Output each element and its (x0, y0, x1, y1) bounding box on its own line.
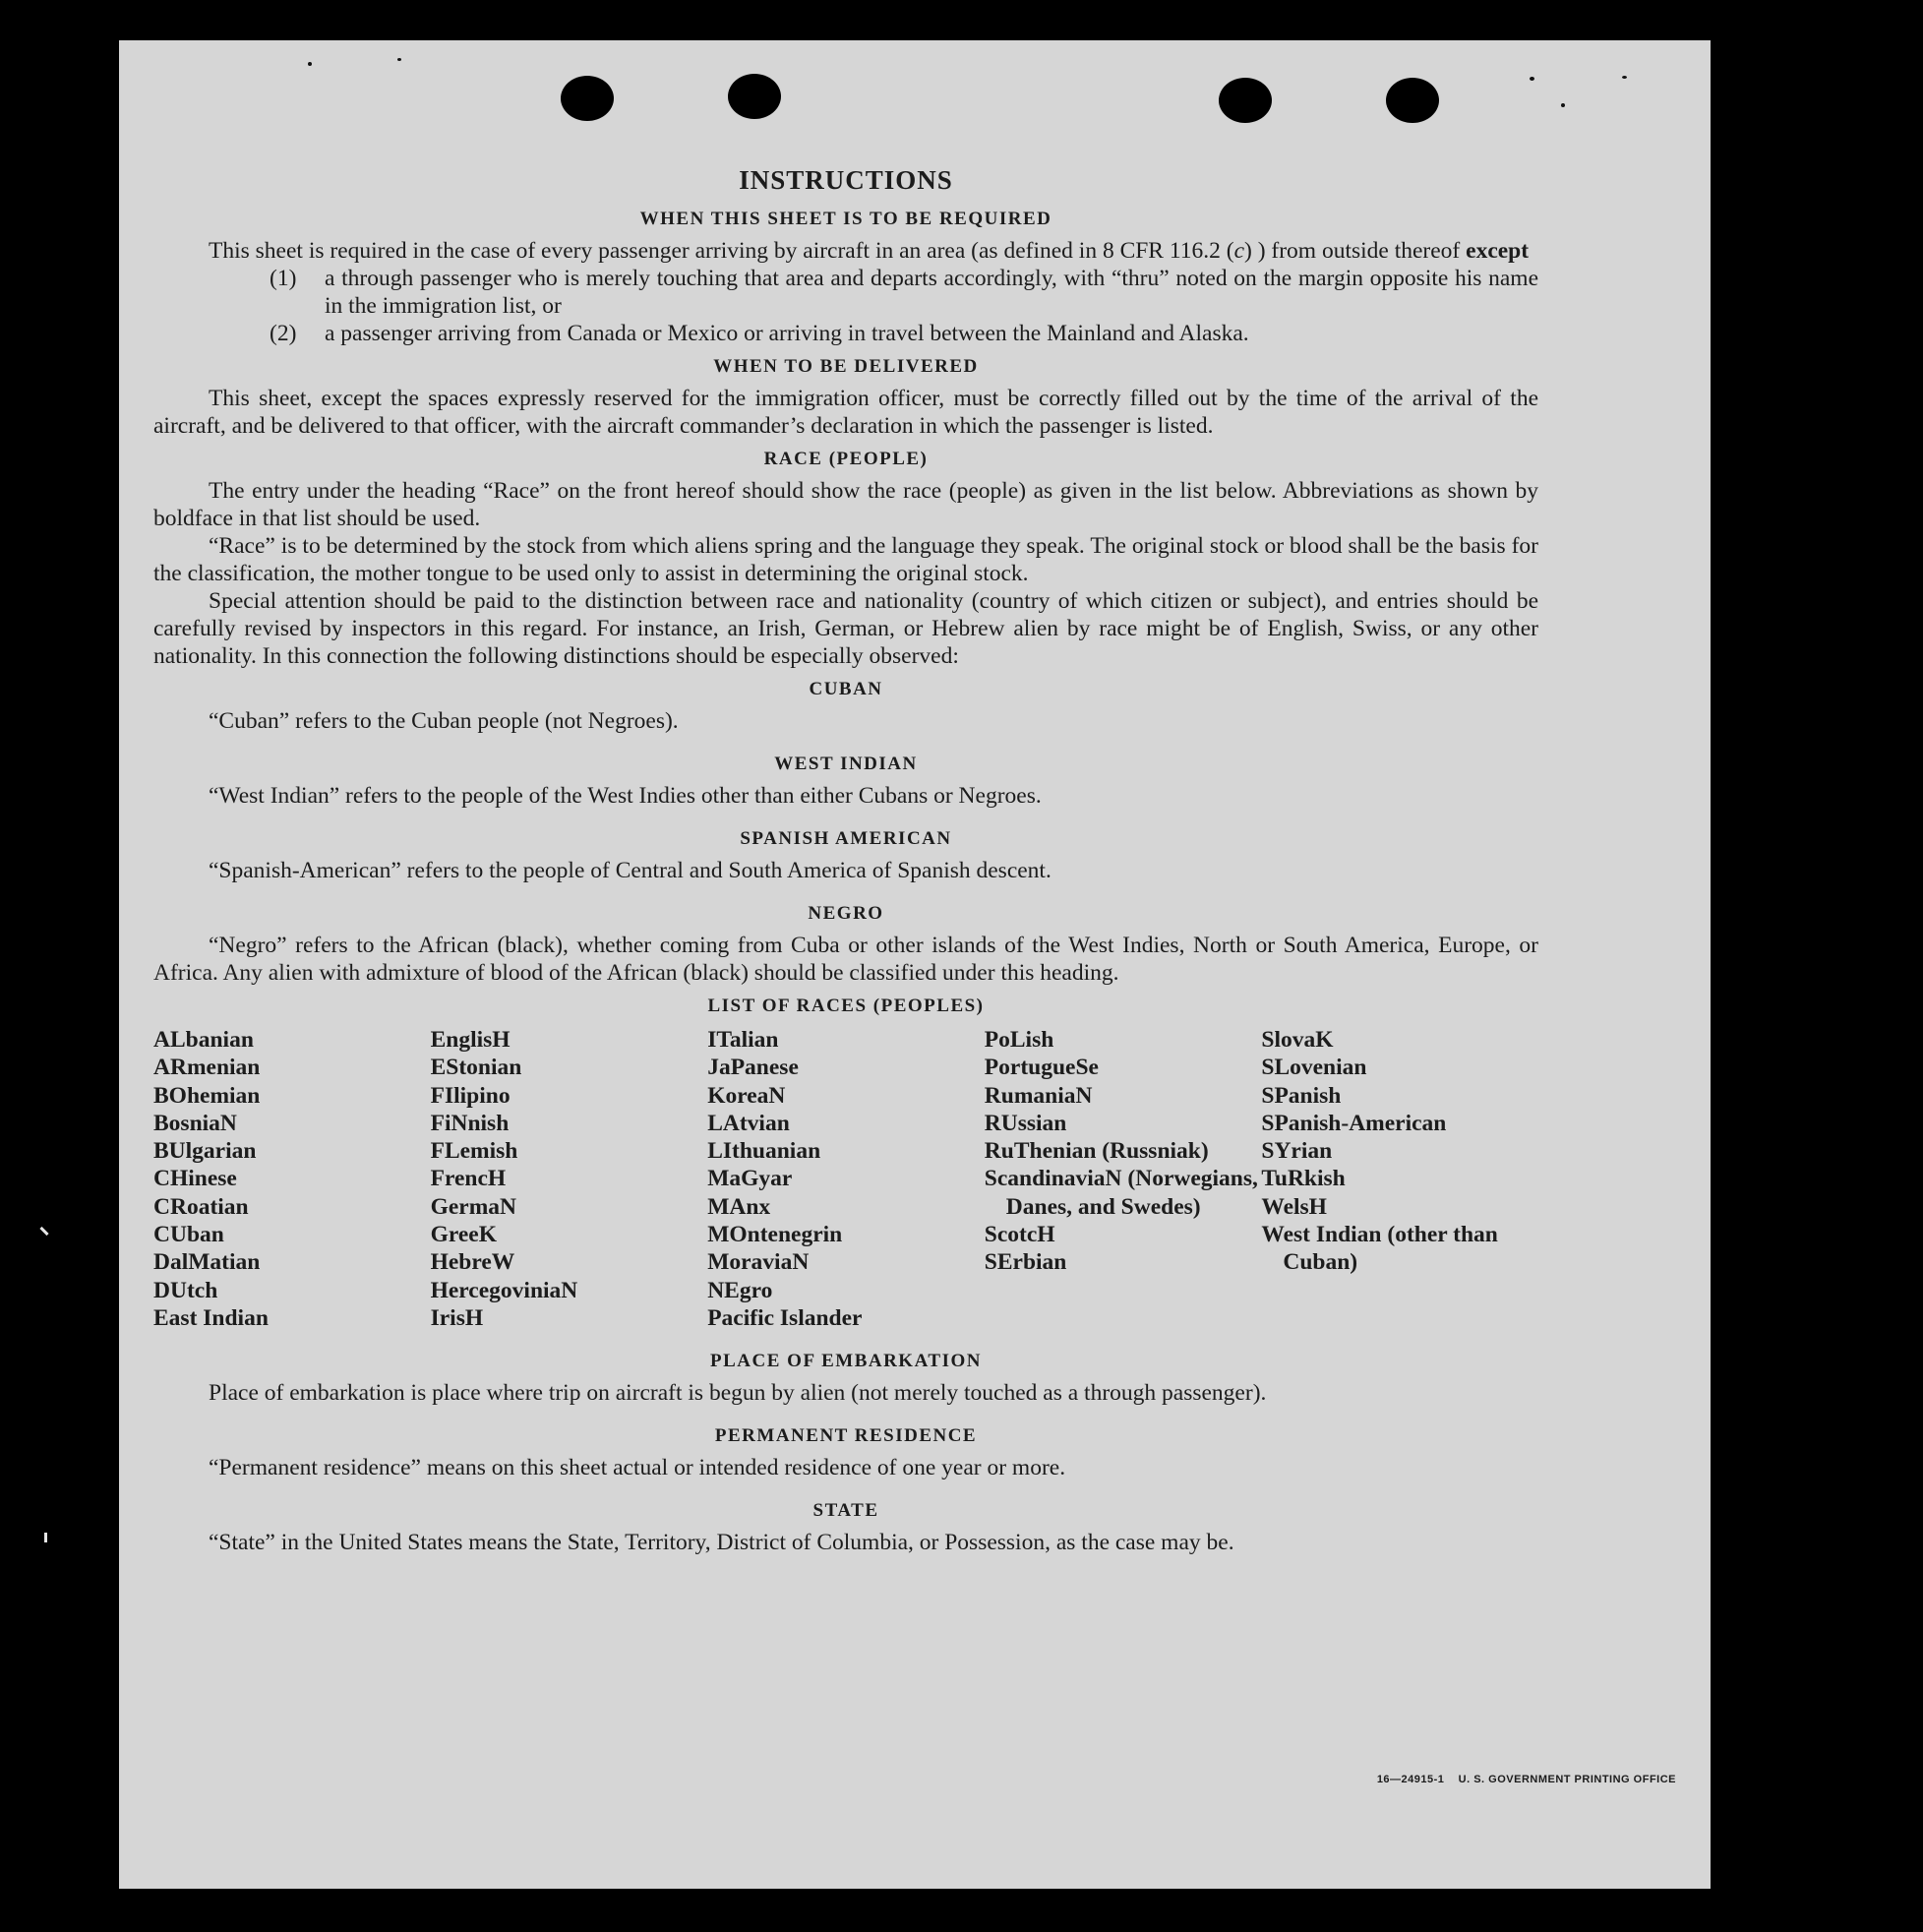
section-heading-spanish-american: SPANISH AMERICAN (740, 828, 952, 849)
race-entry: SPanish (1261, 1082, 1342, 1109)
race-entry: TuRkish (1261, 1166, 1346, 1192)
race-column (707, 1026, 985, 1332)
race-entry: IrisH (430, 1304, 484, 1331)
page-title: INSTRUCTIONS (739, 165, 953, 195)
spanish-american-text: “Spanish-American” refers to the people of Central and South America of Spanish descent. (209, 858, 1052, 883)
race-entry: MaGyar (707, 1166, 793, 1192)
section-heading-residence: PERMANENT RESIDENCE (714, 1425, 978, 1447)
punch-hole-2 (728, 74, 781, 119)
form-code: 16—24915-1 (1376, 1774, 1445, 1785)
race-entry: SPanish-American (1261, 1110, 1447, 1136)
race-entry: GreeK (430, 1222, 498, 1248)
state-text: “State” in the United States means the State, Territory, District of Columbia, or Possession, as the case may be. (209, 1530, 1234, 1556)
race-paragraph-3: Special attention should be paid to the distinction between race and nationality (country of which citizen or subject), and entries should be carefully revised by inspectors in this regard. For instance, an Irish, German, or Hebrew alien by race might be of English, Swiss, or any other nationality. In this connection the following distinctions should be especially observed: (153, 588, 1538, 669)
punch-hole-1 (561, 76, 614, 121)
race-entry: SLovenian (1261, 1055, 1367, 1081)
punch-hole-4 (1386, 78, 1439, 123)
when-delivered-text: This sheet, except the spaces expressly reserved for the immigration officer, must be correctly filled out by the time of the arrival of the aircraft, and be delivered to that officer, with the aircraft commander’s declaration in which the passenger is listed. (153, 386, 1538, 439)
race-entry: DUtch (153, 1277, 218, 1303)
race-entry: EnglisH (430, 1027, 511, 1053)
margin-scratch (44, 1533, 47, 1542)
race-entry: ITalian (707, 1027, 779, 1053)
race-entry: LAtvian (707, 1110, 790, 1136)
section-heading-when-delivered: WHEN TO BE DELIVERED (713, 356, 979, 377)
section-heading-race: RACE (PEOPLE) (763, 449, 929, 469)
race-entry: DalMatian (153, 1249, 261, 1276)
section-heading-state: STATE (812, 1500, 879, 1522)
exception-item-2: (2) a passenger arriving from Canada or Mexico or arriving in travel between the Mainland and Alaska. (270, 321, 1249, 346)
dust-speck (308, 62, 312, 66)
race-entry: East Indian (153, 1304, 269, 1331)
residence-text: “Permanent residence” means on this sheet actual or intended residence of one year or more. (209, 1455, 1066, 1481)
race-entry: JaPanese (707, 1055, 799, 1081)
race-entry: CRoatian (153, 1193, 249, 1220)
race-entry: BUlgarian (153, 1138, 257, 1165)
section-heading-cuban: CUBAN (809, 679, 883, 699)
dust-speck (1622, 76, 1627, 79)
exception-item-1: (1) a through passenger who is merely touching that area and departs accordingly, with “thru” noted on the margin opposite his name in the immigration list, or (270, 266, 1538, 319)
race-entry: HercegoviniaN (430, 1277, 578, 1303)
race-entry: MoraviaN (707, 1249, 810, 1276)
embarkation-text: Place of embarkation is place where trip on aircraft is begun by alien (not merely touched as a through passenger). (209, 1380, 1267, 1407)
race-column (153, 1026, 431, 1332)
section-heading-negro: NEGRO (808, 903, 884, 924)
cuban-text: “Cuban” refers to the Cuban people (not Negroes). (209, 708, 679, 734)
section-heading-when-required: WHEN THIS SHEET IS TO BE REQUIRED (639, 209, 1052, 229)
race-entry: LIthuanian (707, 1138, 821, 1165)
race-entry: WelsH (1261, 1193, 1327, 1220)
race-entry: PoLish (984, 1027, 1054, 1053)
dust-speck (1530, 77, 1534, 81)
race-entry: Pacific Islander (707, 1304, 863, 1331)
race-entry: EStonian (430, 1055, 522, 1081)
race-entry: ARmenian (153, 1055, 261, 1081)
race-entry: CHinese (153, 1166, 237, 1192)
race-entry: FrencH (430, 1166, 507, 1192)
when-required-text: This sheet is required in the case of every passenger arriving by aircraft in an area (as defined in 8 CFR 116.2 (c) ) from outside thereof except (209, 238, 1530, 264)
instructions-body (153, 166, 1538, 1556)
race-paragraph-1: The entry under the heading “Race” on the front hereof should show the race (people) as given in the list below. Abbreviations as shown by boldface in that list should be used. (153, 478, 1538, 531)
dust-speck (397, 58, 401, 61)
section-heading-west-indian: WEST INDIAN (774, 754, 918, 774)
race-entry: BOhemian (153, 1082, 261, 1109)
race-entry: SlovaK (1261, 1027, 1334, 1053)
race-entry: RuThenian (Russniak) (984, 1138, 1209, 1165)
race-entry: NEgro (707, 1277, 773, 1303)
race-paragraph-2: “Race” is to be determined by the stock from which aliens spring and the language they speak. The original stock or blood shall be the basis for the classification, the mother tongue to be used only to assist in determining the original stock. (153, 533, 1538, 586)
race-entry: SErbian (984, 1249, 1067, 1276)
race-entry: RumaniaN (984, 1082, 1093, 1109)
section-heading-embarkation: PLACE OF EMBARKATION (710, 1351, 982, 1372)
race-entry: PortugueSe (984, 1055, 1099, 1081)
document-page (119, 40, 1711, 1889)
race-entry: ALbanian (153, 1027, 254, 1053)
race-entry: GermaN (430, 1193, 517, 1220)
race-entry: MOntenegrin (707, 1222, 843, 1248)
race-entry: BosniaN (153, 1110, 237, 1136)
section-heading-list-of-races: LIST OF RACES (PEOPLES) (707, 996, 985, 1016)
race-entry: ScotcH (984, 1222, 1055, 1248)
race-entry: FLemish (430, 1138, 518, 1165)
race-entry: ScandinaviaN (Norwegians, Danes, and Swedes) (984, 1166, 1258, 1220)
race-list (153, 1026, 1538, 1332)
race-column (1261, 1026, 1538, 1332)
margin-scratch (39, 1227, 48, 1236)
race-column (985, 1026, 1262, 1332)
printer-name: U. S. GOVERNMENT PRINTING OFFICE (1458, 1774, 1676, 1785)
dust-speck (1561, 103, 1565, 107)
race-entry: HebreW (430, 1249, 515, 1276)
west-indian-text: “West Indian” refers to the people of the West Indies other than either Cubans or Negroes. (209, 783, 1042, 809)
race-entry: CUban (153, 1222, 224, 1248)
race-entry: SYrian (1261, 1138, 1333, 1165)
race-entry: RUssian (984, 1110, 1067, 1136)
race-entry: MAnx (707, 1193, 771, 1220)
printer-imprint (1377, 1774, 1676, 1785)
race-column (431, 1026, 708, 1332)
race-entry: West Indian (other than Cuban) (1261, 1222, 1498, 1276)
race-entry: FiNnish (430, 1110, 510, 1136)
race-entry: KoreaN (707, 1082, 786, 1109)
race-entry: FIlipino (430, 1082, 511, 1109)
punch-hole-3 (1219, 78, 1272, 123)
negro-text: “Negro” refers to the African (black), whether coming from Cuba or other islands of the West Indies, North or South America, Europe, or Africa. Any alien with admixture of blood of the African (black) should be classified under this heading. (153, 933, 1538, 986)
